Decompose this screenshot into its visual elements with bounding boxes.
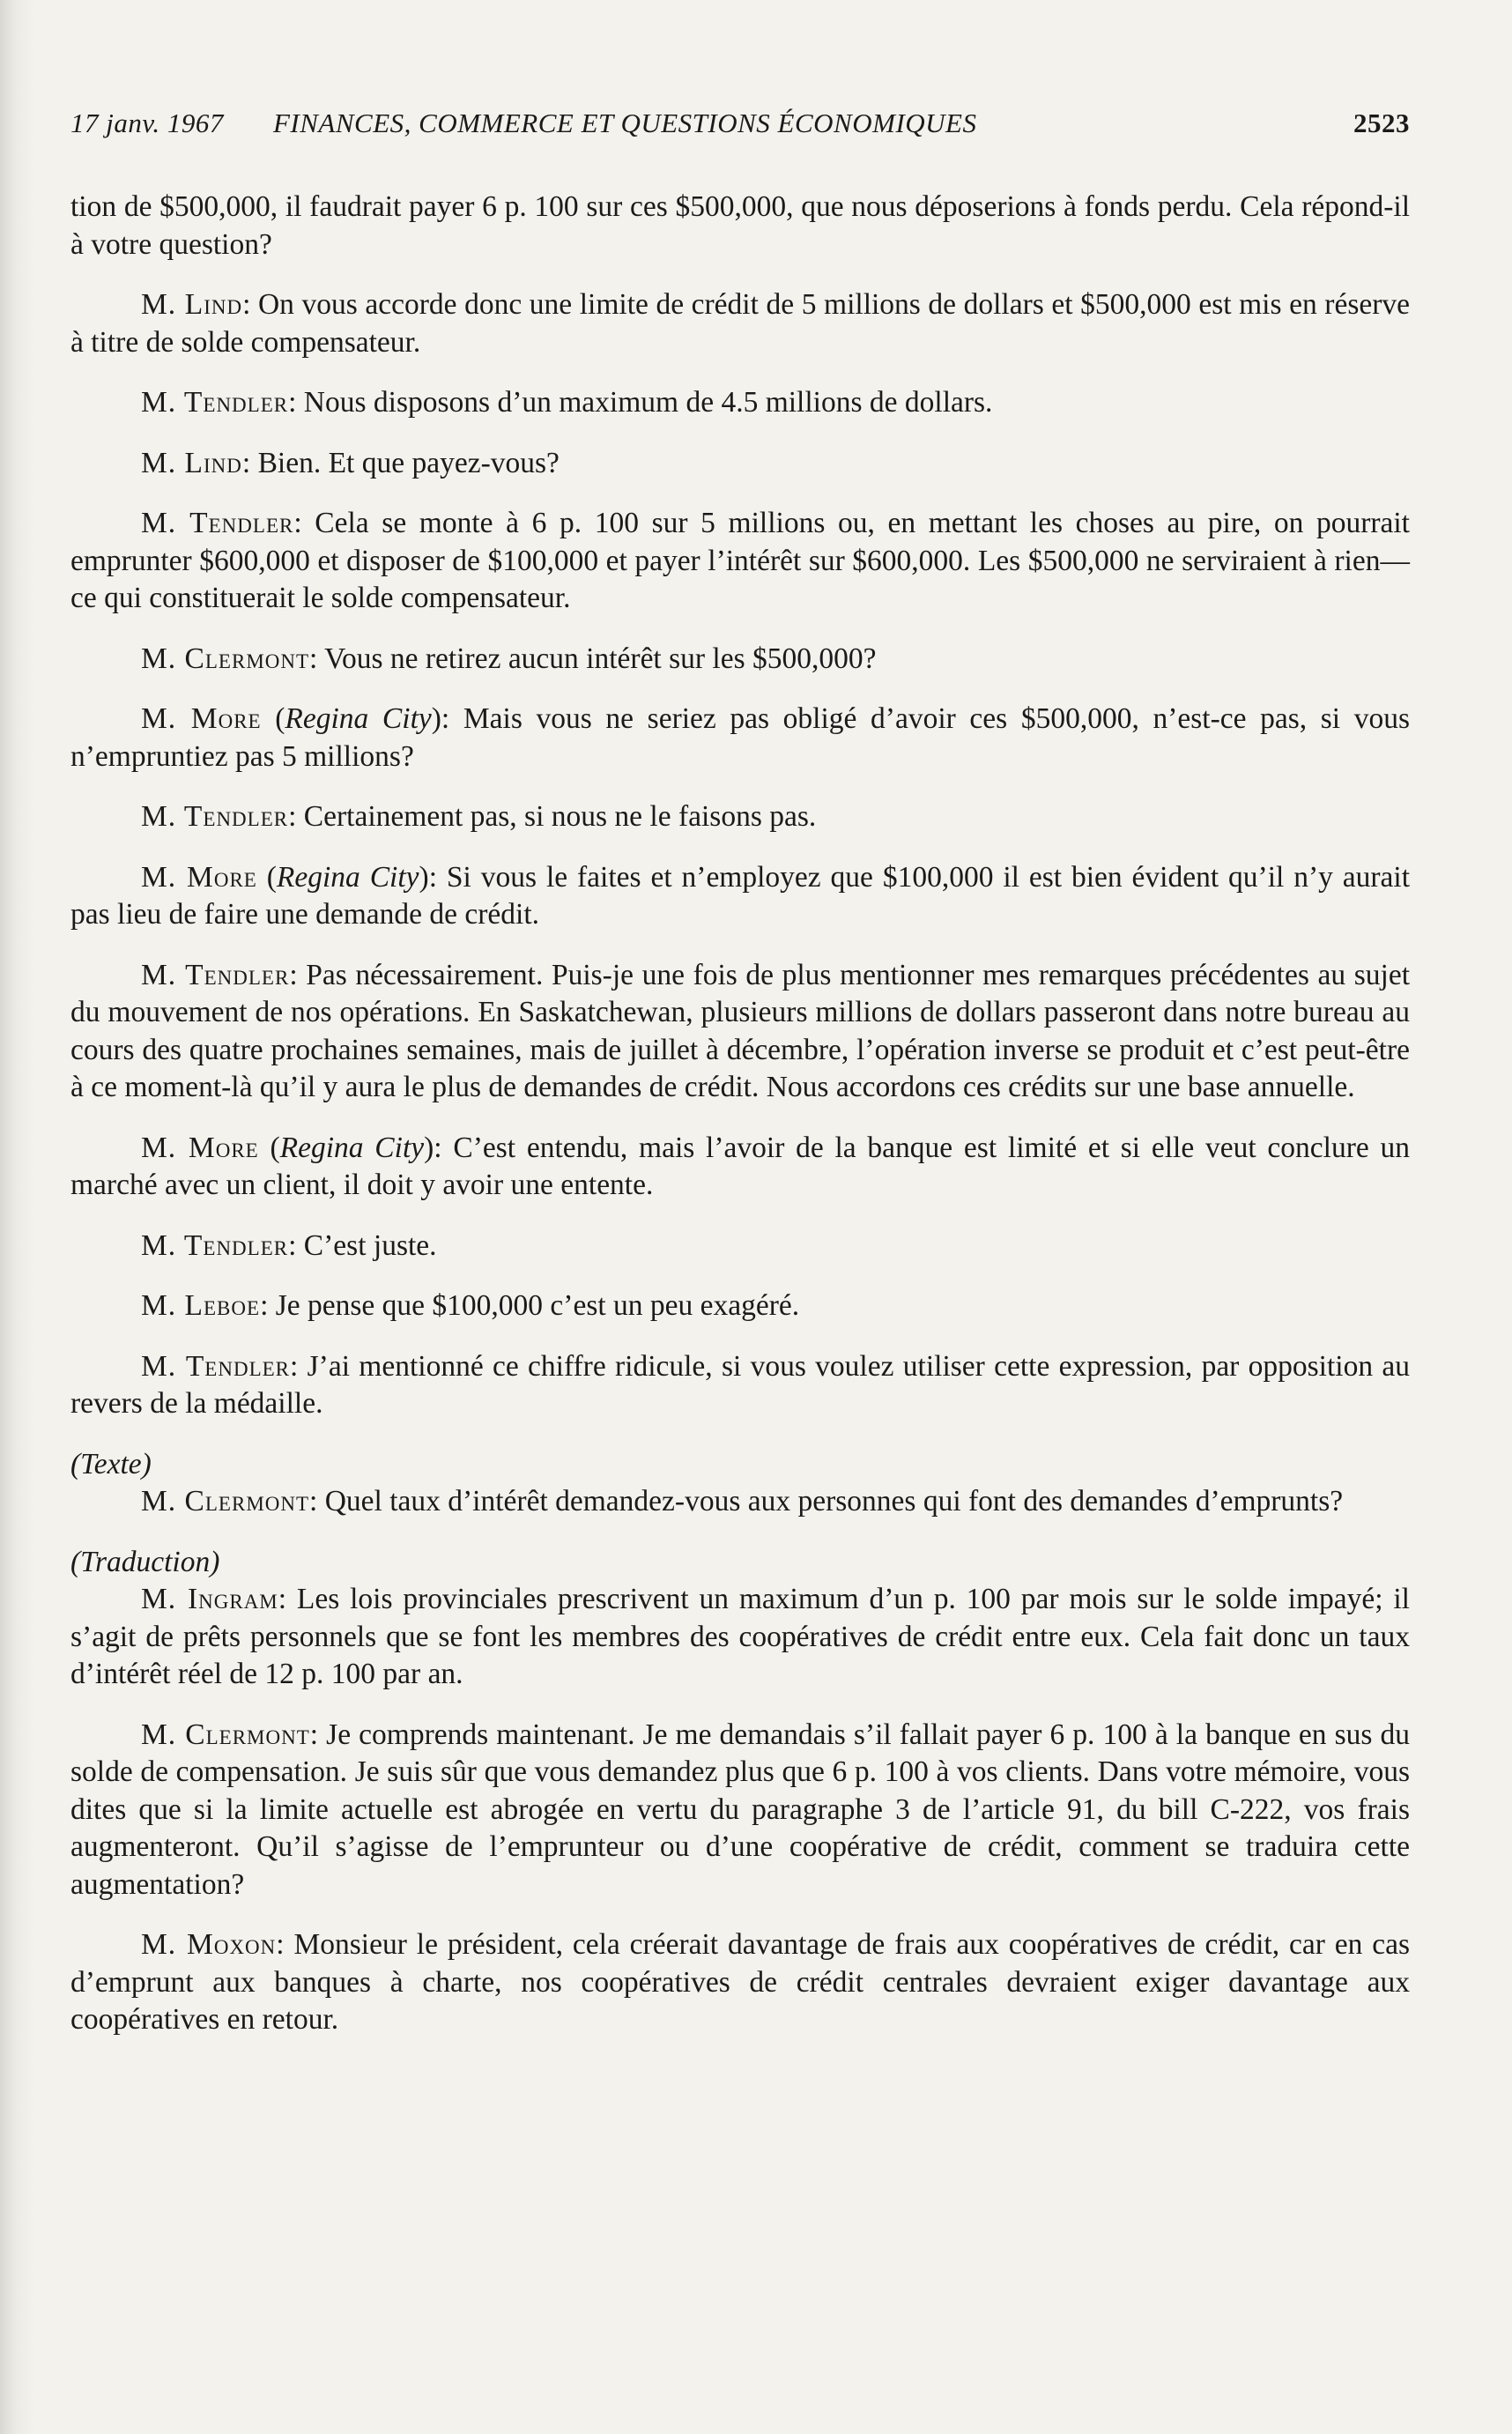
paragraph-text: Vous ne retirez aucun intérêt sur les $500,000? <box>324 642 877 675</box>
speaker-riding: Regina City <box>276 860 419 894</box>
continuation-paragraph <box>70 189 1410 263</box>
speaker-name: M. Tendler <box>141 386 289 419</box>
paragraph-text: Les lois provinciales prescrivent un maximum d’un p. 100 par mois sur le solde impayé; il s’agit de prêts personnels que se font les membres des coopératives de crédit entre eux. Cela fait donc un taux d’intérêt réel de 12 p. 100 par an. <box>70 1583 1410 1690</box>
speech-paragraph: M. Tendler: J’ai mentionné ce chiffre ridicule, si vous voulez utiliser cette expression, par opposition au revers de la médaille. <box>70 1349 1411 1420</box>
paragraph-text: Pas nécessairement. Puis-je une fois de plus mentionner mes remarques précédentes au sujet du mouvement de nos opérations. En Saskatchewan, plusieurs millions de dollars passeront dans notre bureau au cours des quatre prochaines semaines, mais de juillet à décembre, l’opération inverse se produit et c’est peut-être à ce moment-là qu’il y aura le plus de demandes de crédit. Nous accordons ces crédits sur une base annuelle. <box>70 958 1410 1103</box>
paragraph-text: Nous disposons d’un maximum de 4.5 millions de dollars. <box>303 386 993 419</box>
speaker-name: M. Leboe <box>141 1289 261 1322</box>
speaker-name: M. Lind <box>141 288 243 321</box>
speech-paragraph: M. Clermont: Quel taux d’intérêt demandez-vous aux personnes qui font des demandes d’emprunts? <box>141 1485 1344 1518</box>
page-number: 2523 <box>1353 108 1410 138</box>
speaker-name: M. Tendler <box>141 1349 291 1383</box>
paragraph-text: C’est entendu, mais l’avoir de la banque est limité et si elle veut conclure un marché avec un client, il doit y avoir une entente. <box>70 1131 1410 1201</box>
speech-paragraph: M. More (Regina City): C’est entendu, mais l’avoir de la banque est limité et si elle veut conclure un marché avec un client, il doit y avoir une entente. <box>70 1131 1410 1201</box>
speech-paragraph: M. More (Regina City): Si vous le faites et n’employez que $100,000 il est bien évident qu’il n’y aurait pas lieu de faire une demande de crédit. <box>70 860 1411 931</box>
speaker-name: M. Tendler <box>141 507 294 539</box>
speaker-name: M. Tendler <box>141 958 290 991</box>
section-label: (Texte) <box>70 1447 152 1480</box>
speaker-name: M. Tendler <box>141 1228 289 1262</box>
body-text <box>70 189 1410 2062</box>
speaker-name: M. Ingram <box>141 1583 278 1615</box>
paragraph-text: Bien. Et que payez-vous? <box>257 446 560 479</box>
speech-paragraph: M. Lind: On vous accorde donc une limite de crédit de 5 millions de dollars et $500,000 est mis en réserve à titre de solde compensateur. <box>70 288 1410 359</box>
header-title: FINANCES, COMMERCE ET QUESTIONS ÉCONOMIQUES <box>273 108 977 138</box>
paragraph-text: Cela se monte à 6 p. 100 sur 5 millions ou, en mettant les choses au pire, on pourrait emprunter $600,000 et disposer de $100,000 et payer l’intérêt sur $600,000. Les $500,000 ne serviraient à rien—ce qui constituerait le solde compensateur. <box>70 507 1410 614</box>
speaker-name: M. Clermont <box>141 1718 310 1751</box>
speech-paragraph: M. More (Regina City): Mais vous ne seriez pas obligé d’avoir ces $500,000, n’est-ce pas, si vous n’empruntiez pas 5 millions? <box>70 702 1411 773</box>
speech-paragraph: M. Tendler: Cela se monte à 6 p. 100 sur 5 millions ou, en mettant les choses au pire, on pourrait emprunter $600,000 et disposer de $100,000 et payer l’intérêt sur $600,000. Les $500,000 ne serviraient à rien—ce qui constituerait le solde compensateur. <box>70 507 1410 614</box>
paragraph-text: Je pense que $100,000 c’est un peu exagéré. <box>275 1289 800 1322</box>
paragraph-text: Mais vous ne seriez pas obligé d’avoir ces $500,000, n’est-ce pas, si vous n’empruntiez pas 5 millions? <box>70 702 1411 773</box>
speaker-name: M. More <box>141 702 262 735</box>
paragraph-text: Monsieur le président, cela créerait davantage de frais aux coopératives de crédit, car en cas d’emprunt aux banques à charte, nos coopératives de crédit centrales devraient exiger davantage aux coopératives en retour. <box>70 1928 1411 2036</box>
speaker-name: M. More <box>141 860 257 894</box>
paragraph-text: tion de $500,000, il faudrait payer 6 p. 100 sur ces $500,000, que nous déposerions à fonds perdu. Cela répond-il à votre question? <box>70 190 1410 261</box>
speech-paragraph: M. Clermont: Je comprends maintenant. Je me demandais s’il fallait payer 6 p. 100 à la banque en sus du solde de compensation. Je suis sûr que vous demandez plus que 6 p. 100 à vos clients. Dans votre mémoire, vous dites que si la limite actuelle est abrogée en vertu du paragraphe 3 de l’article 91, du bill C-222, vos frais augmenteront. Qu’il s’agisse de l’emprunteur ou d’une coopérative de crédit, comment se traduira cette augmentation? <box>70 1718 1411 1901</box>
speech-paragraph: M. Lind: Bien. Et que payez-vous? <box>141 446 560 479</box>
speaker-name: M. Clermont <box>141 642 310 675</box>
speaker-name: M. Tendler <box>141 800 289 833</box>
header-date: 17 janv. 1967 <box>70 108 224 138</box>
paragraph-text: Certainement pas, si nous ne le faisons pas. <box>303 800 817 833</box>
speech-paragraph: M. Tendler: Pas nécessairement. Puis-je une fois de plus mentionner mes remarques précédentes au sujet du mouvement de nos opérations. En Saskatchewan, plusieurs millions de dollars passeront dans notre bureau au cours des quatre prochaines semaines, mais de juillet à décembre, l’opération inverse se produit et c’est peut-être à ce moment-là qu’il y aura le plus de demandes de crédit. Nous accordons ces crédits sur une base annuelle. <box>70 958 1410 1103</box>
speaker-riding: Regina City <box>285 702 432 735</box>
speech-paragraph: M. Leboe: Je pense que $100,000 c’est un peu exagéré. <box>141 1289 800 1322</box>
paragraph-text: C’est juste. <box>303 1228 437 1262</box>
running-header <box>70 108 1410 152</box>
speaker-riding: Regina City <box>279 1131 425 1164</box>
speech-paragraph: M. Tendler: Nous disposons d’un maximum de 4.5 millions de dollars. <box>141 386 993 419</box>
speech-paragraph: M. Moxon: Monsieur le président, cela créerait davantage de frais aux coopératives de crédit, car en cas d’emprunt aux banques à charte, nos coopératives de crédit centrales devraient exiger davantage aux coopératives en retour. <box>70 1928 1411 2036</box>
paragraph-text: J’ai mentionné ce chiffre ridicule, si vous voulez utiliser cette expression, par opposition au revers de la médaille. <box>70 1349 1411 1420</box>
speaker-name: M. Clermont <box>141 1485 310 1518</box>
section-label: (Traduction) <box>70 1545 220 1578</box>
speech-paragraph: M. Clermont: Vous ne retirez aucun intérêt sur les $500,000? <box>141 642 877 675</box>
speech-paragraph: M. Tendler: Certainement pas, si nous ne le faisons pas. <box>141 800 817 833</box>
speaker-name: M. More <box>141 1131 259 1164</box>
paragraph-text: Je comprends maintenant. Je me demandais s’il fallait payer 6 p. 100 à la banque en sus du solde de compensation. Je suis sûr que vous demandez plus que 6 p. 100 à vos clients. Dans votre mémoire, vous dites que si la limite actuelle est abrogée en vertu du paragraphe 3 de l’article 91, du bill C-222, vos frais augmenteront. Qu’il s’agisse de l’emprunteur ou d’une coopérative de crédit, comment se traduira cette augmentation? <box>70 1718 1411 1901</box>
speaker-name: M. Moxon <box>141 1928 277 1961</box>
paragraph-text: Quel taux d’intérêt demandez-vous aux personnes qui font des demandes d’emprunts? <box>324 1485 1344 1518</box>
paragraph-text: On vous accorde donc une limite de crédit de 5 millions de dollars et $500,000 est mis en réserve à titre de solde compensateur. <box>70 288 1410 359</box>
speaker-name: M. Lind <box>141 446 242 479</box>
speech-paragraph: M. Tendler: C’est juste. <box>141 1228 437 1262</box>
paragraph-text: Si vous le faites et n’employez que $100,000 il est bien évident qu’il n’y aurait pas lieu de faire une demande de crédit. <box>70 860 1411 931</box>
speech-paragraph: M. Ingram: Les lois provinciales prescrivent un maximum d’un p. 100 par mois sur le solde impayé; il s’agit de prêts personnels que se font les membres des coopératives de crédit entre eux. Cela fait donc un taux d’intérêt réel de 12 p. 100 par an. <box>70 1583 1410 1690</box>
